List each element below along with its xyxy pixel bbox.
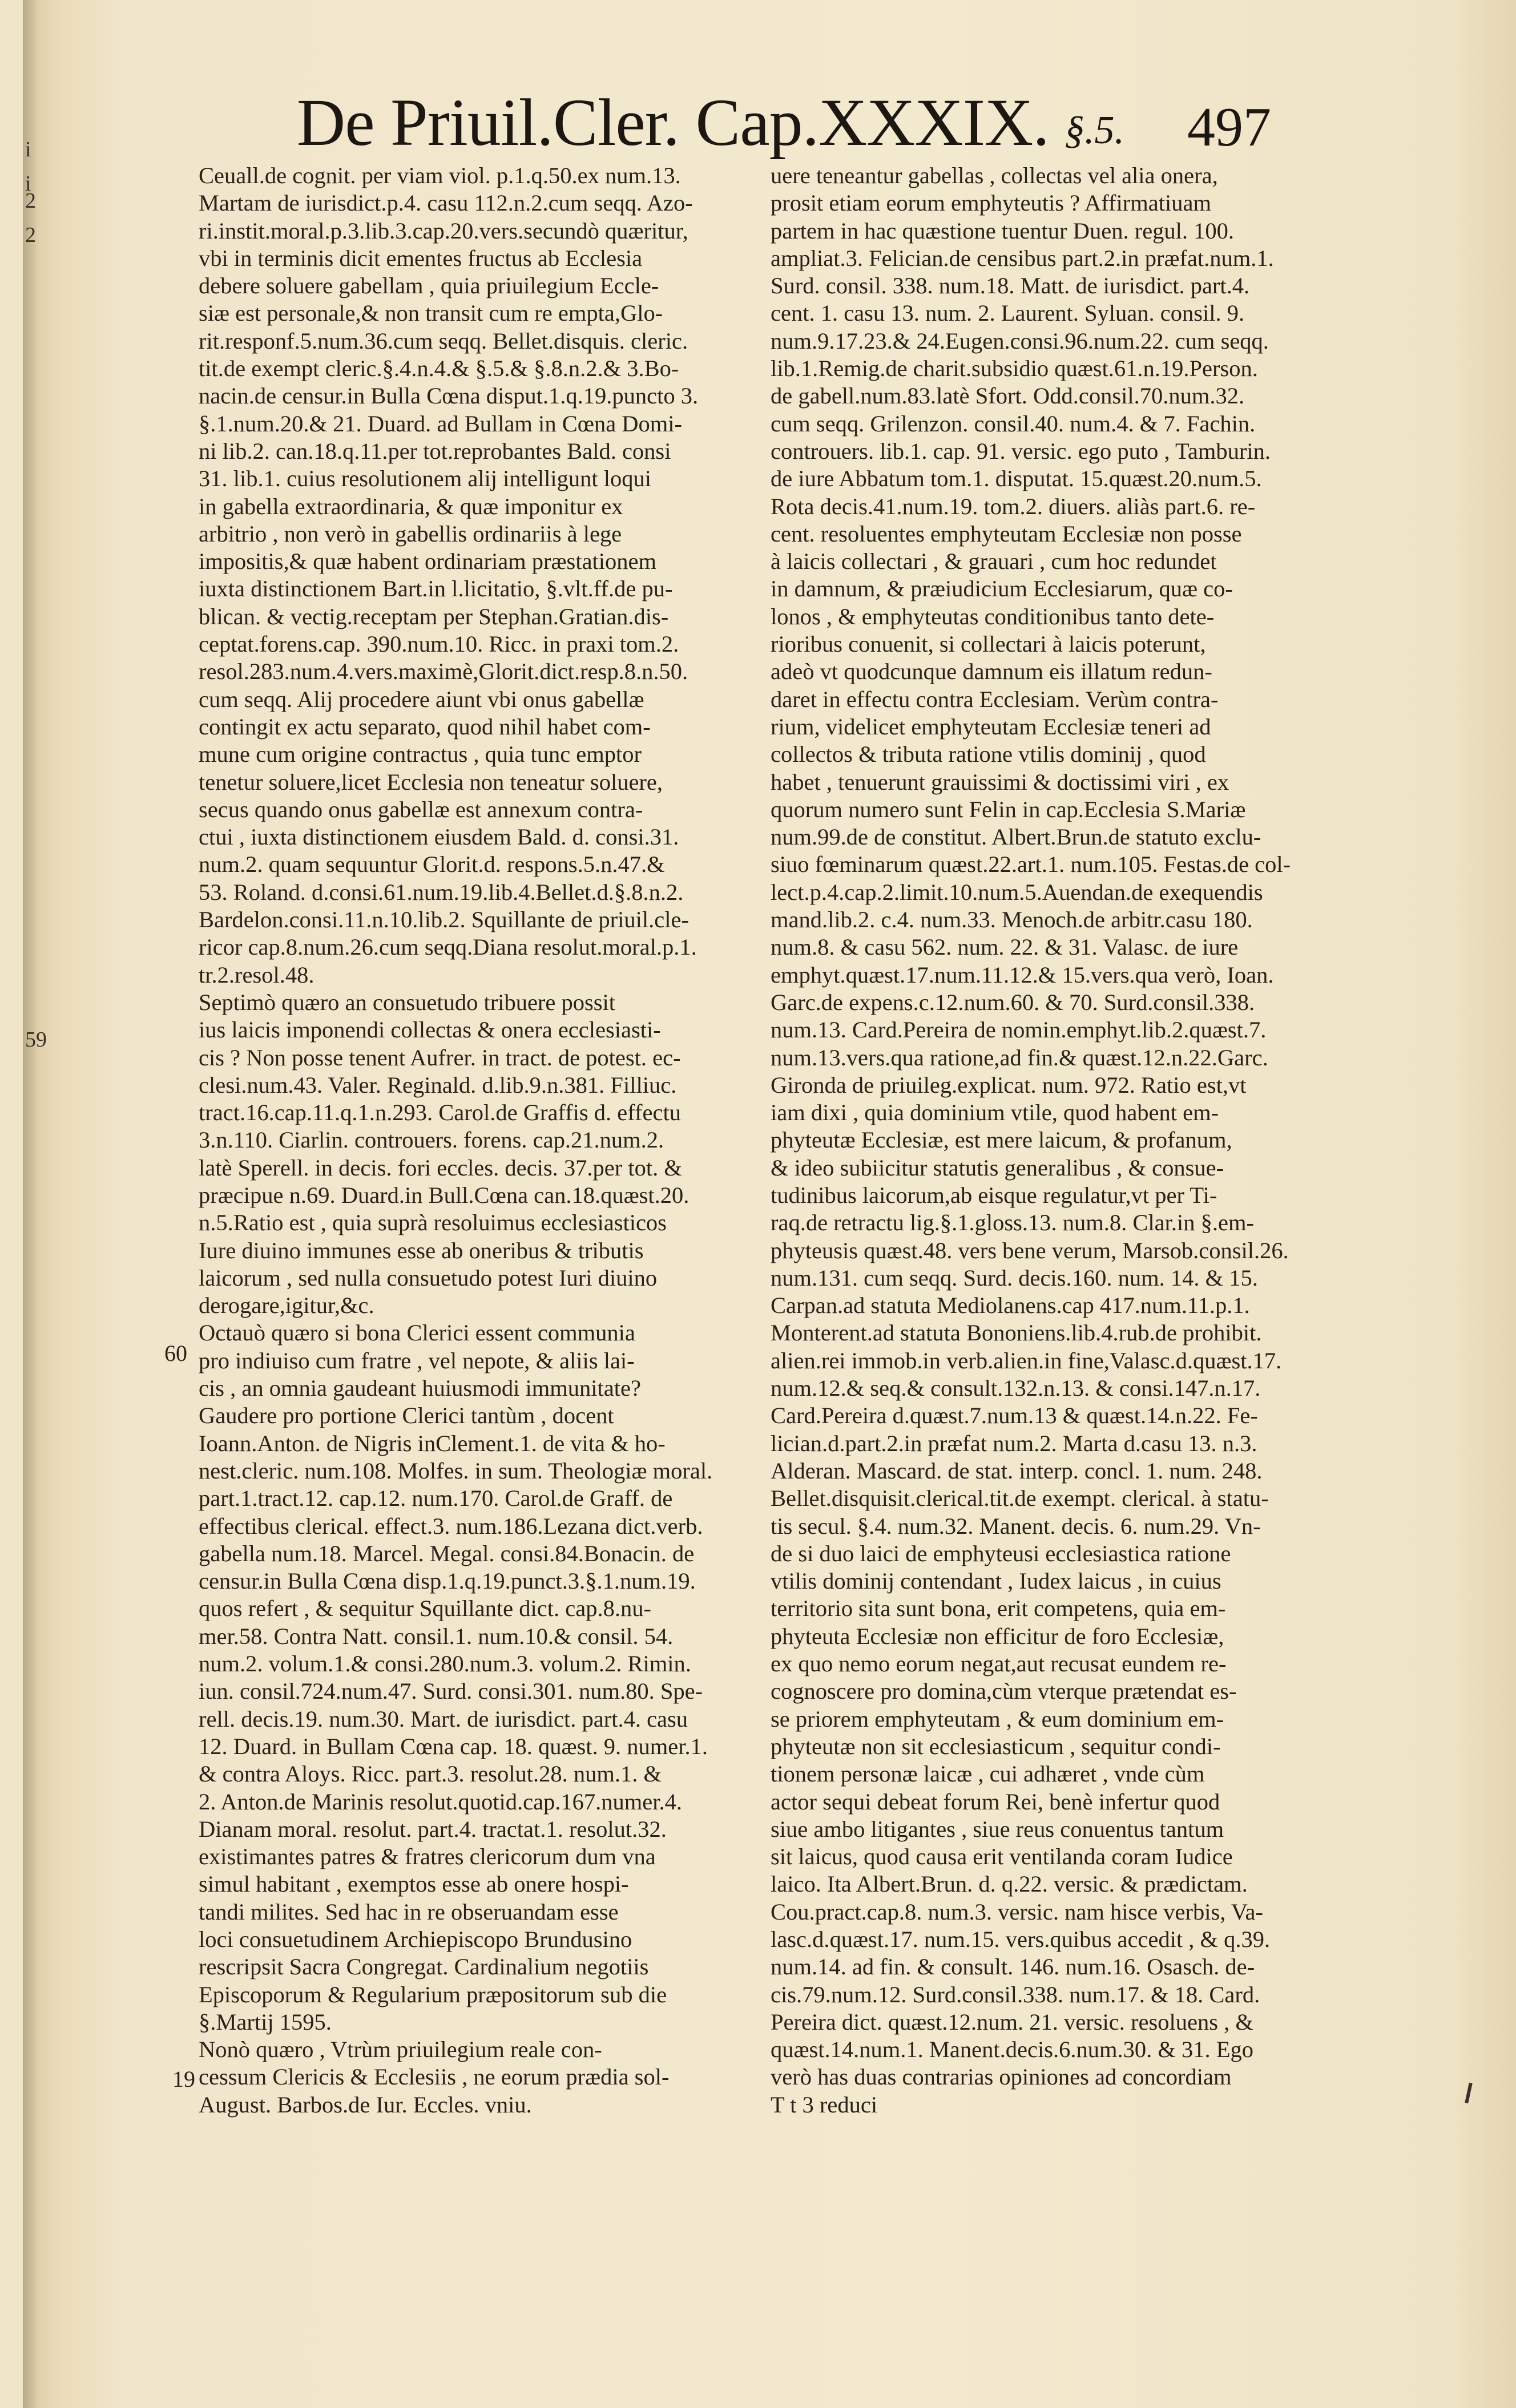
header-section: §.5. [1065,108,1124,152]
text-line: ex quo nemo eorum negat,aut recusat eundem re- [771,1651,1227,1677]
text-line: phyteuta Ecclesiæ non efficitur de foro Ecclesiæ, [771,1623,1224,1649]
text-line: alien.rei immob.in verb.alien.in fine,Valasc.d.quæst.17. [771,1347,1282,1373]
text-line: Gaudere pro portione Clerici tantùm , docent [199,1403,614,1429]
text-line: cum seqq. Grilenzon. consil.40. num.4. & 7. Fachin. [771,410,1256,437]
text-line: iun. consil.724.num.47. Surd. consi.301. num.80. Spe- [199,1678,703,1704]
text-line: debere soluere gabellam , quia priuilegium Eccle- [199,273,659,299]
text-line: gabella num.18. Marcel. Megal. consi.84.Bonacin. de [199,1540,695,1566]
text-line: actor sequi debeat forum Rei, benè infertur quod [771,1788,1220,1815]
header-title: De Priuil.Cler. Cap.XXXIX. [297,85,1049,160]
text-line: sit laicus, quod causa erit ventilanda coram Iudice [771,1844,1233,1870]
text-line: nacin.de censur.in Bulla Cœna disput.1.q.19.puncto 3. [199,383,699,409]
text-line: Bardelon.consi.11.n.10.lib.2. Squillante de priuil.cle- [199,907,689,933]
text-line: tit.de exempt cleric.§.4.n.4.& §.5.& §.8.n.2.& 3.Bo- [199,355,679,382]
text-line: vbi in terminis dicit ementes fructus ab Ecclesia [199,245,643,271]
text-line: Gironda de priuileg.explicat. num. 972. Ratio est,vt [771,1072,1247,1098]
text-line: in gabella extraordinaria, & quæ imponitur ex [199,493,623,519]
text-line: Card.Pereira d.quæst.7.num.13 & quæst.14.n.22. Fe- [771,1403,1258,1429]
text-line: rium, videlicet emphyteutam Ecclesiæ teneri ad [771,713,1211,740]
text-line: cent. resoluentes emphyteutam Ecclesiæ non posse [771,520,1242,547]
text-column-right [771,162,1352,2262]
text-line: partem in hac quæstione tuentur Duen. regul. 100. [771,217,1235,244]
margin-mark: i [25,172,31,196]
text-line: in damnum, & præiudicium Ecclesiarum, quæ co- [771,576,1233,602]
text-line: daret in effectu contra Ecclesiam. Verùm contra- [771,686,1219,712]
text-line: effectibus clerical. effect.3. num.186.Lezana dict.verb. [199,1513,703,1539]
text-line: loci consuetudinem Archiepiscopo Brundusino [199,1926,632,1952]
text-line: ricor cap.8.num.26.cum seqq.Diana resolut.moral.p.1. [199,934,697,960]
text-line: tionem personæ laicæ , cui adhæret , vnde cùm [771,1761,1205,1787]
text-line: præcipue n.69. Duard.in Bull.Cœna can.18.quæst.20. [199,1182,690,1208]
text-line: num.14. ad fin. & consult. 146. num.16. Osasch. de- [771,1954,1255,1980]
text-line: ceptat.forens.cap. 390.num.10. Ricc. in praxi tom.2. [199,631,679,657]
margin-mark: 59 [25,1028,47,1052]
text-line: se priorem emphyteutam , & eum dominium em- [771,1706,1224,1732]
text-line: cessum Clericis & Ecclesiis , ne eorum prædia sol- [199,2064,670,2090]
text-line: territorio sita sunt bona, erit competens, quia em- [771,1595,1226,1622]
text-line: impositis,& quæ habent ordinariam præstationem [199,548,657,575]
text-line: num.9.17.23.& 24.Eugen.consi.96.num.22. cum seqq. [771,328,1269,354]
text-line: phyteusis quæst.48. vers bene verum, Marsob.consil.26. [771,1237,1289,1263]
text-line: de iure Abbatum tom.1. disputat. 15.quæst.20.num.5. [771,466,1262,492]
text-line: Surd. consil. 338. num.18. Matt. de iurisdict. part.4. [771,273,1250,299]
text-line: cis.79.num.12. Surd.consil.338. num.17. & 18. Card. [771,1981,1260,2007]
text-line: prosit etiam eorum emphyteutis ? Affirmatiuam [771,190,1211,216]
text-line: lib.1.Remig.de charit.subsidio quæst.61.n.19.Person. [771,355,1258,382]
text-line: ampliat.3. Felician.de censibus part.2.in præfat.num.1. [771,245,1274,271]
text-line: latè Sperell. in decis. fori eccles. decis. 37.per tot. & [199,1154,682,1181]
text-line: ctui , iuxta distinctionem eiusdem Bald. d. consi.31. [199,824,679,850]
text-line: ius laicis imponendi collectas & onera ecclesiasti- [199,1017,661,1043]
margin-mark: 2 [25,223,36,247]
text-line: emphyt.quæst.17.num.11.12.& 15.vers.qua verò, Ioan. [771,961,1274,988]
text-line: verò has duas contrarias opiniones ad concordiam [771,2064,1232,2090]
text-line: 2. Anton.de Marinis resolut.quotid.cap.167.numer.4. [199,1788,683,1815]
text-line: quæst.14.num.1. Manent.decis.6.num.30. & 31. Ego [771,2037,1253,2063]
text-line: secus quando onus gabellæ est annexum contra- [199,796,643,822]
text-line: rell. decis.19. num.30. Mart. de iurisdict. part.4. casu [199,1706,688,1732]
text-line: clesi.num.43. Valer. Reginald. d.lib.9.n.381. Filliuc. [199,1072,677,1098]
text-line: mer.58. Contra Natt. consil.1. num.10.& consil. 54. [199,1623,674,1649]
text-line: contingit ex actu separato, quod nihil habet com- [199,713,651,740]
text-line: rioribus conuenit, si collectari à laicis poterunt, [771,631,1206,657]
text-line: 53. Roland. d.consi.61.num.19.lib.4.Bellet.d.§.8.n.2. [199,879,684,905]
text-column-left [199,162,764,2262]
text-line: lician.d.part.2.in præfat num.2. Marta d.casu 13. n.3. [771,1430,1257,1456]
text-line: lect.p.4.cap.2.limit.10.num.5.Auendan.de exequendis [771,879,1263,905]
text-line: Cou.pract.cap.8. num.3. versic. nam hisce verbis, Va- [771,1898,1264,1925]
text-line: derogare,igitur,&c. [199,1292,374,1319]
text-line: habet , tenuerunt grauissimi & doctissimi viri , ex [771,769,1229,795]
text-line: Septimò quæro an consuetudo tribuere possit [199,989,616,1015]
text-line: à laicis collectari , & grauari , cum hoc redundet [771,548,1217,575]
text-line: n.5.Ratio est , quia suprà resoluimus ecclesiasticos [199,1210,667,1236]
text-line: August. Barbos.de Iur. Eccles. vniu. [199,2091,532,2118]
text-line: num.2. volum.1.& consi.280.num.3. volum.2. Rimin. [199,1651,691,1677]
text-line: de gabell.num.83.latè Sfort. Odd.consil.70.num.32. [771,383,1245,409]
text-line: pro indiuiso cum fratre , vel nepote, & aliis lai- [199,1347,635,1373]
text-line: vtilis dominij contendant , Iudex laicus , in cuius [771,1568,1221,1594]
text-line: Ceuall.de cognit. per viam viol. p.1.q.50.ex num.13. [199,163,681,188]
text-line: simul habitant , exemptos esse ab onere hospi- [199,1871,629,1897]
text-line: phyteutæ Ecclesiæ, est mere laicum, & profanum, [771,1127,1232,1153]
text-line: lasc.d.quæst.17. num.15. vers.quibus accedit , & q.39. [771,1926,1271,1952]
text-line: existimantes patres & fratres clericorum dum vna [199,1844,656,1870]
text-line: rescripsit Sacra Congregat. Cardinalium negotiis [199,1954,649,1980]
text-line: iam dixi , quia dominium vtile, quod habent em- [771,1100,1219,1126]
text-line: de si duo laici de emphyteusi ecclesiastica ratione [771,1540,1231,1566]
book-page [23,0,1516,2408]
text-line: num.12.& seq.& consult.132.n.13. & consi.147.n.17. [771,1375,1261,1401]
text-line: & contra Aloys. Ricc. part.3. resolut.28. num.1. & [199,1761,662,1787]
text-line: num.8. & casu 562. num. 22. & 31. Valasc. de iure [771,934,1239,960]
text-line: Rota decis.41.num.19. tom.2. diuers. aliàs part.6. re- [771,493,1256,519]
text-line: Carpan.ad statuta Mediolanens.cap 417.num.11.p.1. [771,1292,1250,1319]
text-line: 12. Duard. in Bullam Cœna cap. 18. quæst. 9. numer.1. [199,1733,708,1759]
text-line: rit.responf.5.num.36.cum seqq. Bellet.disquis. cleric. [199,328,688,354]
text-line: 31. lib.1. cuius resolutionem alij intelligunt loqui [199,466,652,492]
text-line: cent. 1. casu 13. num. 2. Laurent. Syluan. consil. 9. [771,300,1245,326]
text-line: resol.283.num.4.vers.maximè,Glorit.dict.resp.8.n.50. [199,658,688,685]
text-line: quos refert , & sequitur Squillante dict. cap.8.nu- [199,1595,651,1622]
text-line: phyteutæ non sit ecclesiasticum , sequitur condi- [771,1733,1221,1759]
text-line: cis ? Non posse tenent Aufrer. in tract. de potest. ec- [199,1044,681,1070]
margin-mark: i [25,138,31,161]
text-line: cis , an omnia gaudeant huiusmodi immunitate? [199,1375,641,1401]
text-line: tudinibus laicorum,ab eisque regulatur,vt per Ti- [771,1182,1217,1208]
text-line: num.13.vers.qua ratione,ad fin.& quæst.12.n.22.Garc. [771,1044,1268,1070]
edge-mark [1465,2083,1472,2103]
text-line: ri.instit.moral.p.3.lib.3.cap.20.vers.secundò quæritur, [199,217,688,244]
text-line: Octauò quæro si bona Clerici essent communia [199,1320,635,1346]
text-line: laicorum , sed nulla consuetudo potest Iuri diuino [199,1264,658,1291]
text-line: ni lib.2. can.18.q.11.per tot.reprobantes Bald. consi [199,438,671,464]
text-line: Episcoporum & Regularium præpositorum sub die [199,1981,667,2007]
text-line: num.2. quam sequuntur Glorit.d. respons.5.n.47.& [199,851,665,878]
text-line: collectos & tributa ratione vtilis dominij , quod [771,741,1206,767]
text-line: censur.in Bulla Cœna disp.1.q.19.punct.3.§.1.num.19. [199,1568,696,1594]
text-line: nest.cleric. num.108. Molfes. in sum. Theologiæ moral. [199,1457,713,1484]
text-line: Bellet.disquisit.clerical.tit.de exempt. clerical. à statu- [771,1485,1269,1512]
text-line: §.Martij 1595. [199,2009,332,2035]
page-gutter [23,0,37,2408]
text-line: mune cum origine contractus , quia tunc emptor [199,741,642,767]
text-line: blican. & vectig.receptam per Stephan.Gratian.dis- [199,603,669,629]
text-line: quorum numero sunt Felin in cap.Ecclesia S.Mariæ [771,796,1246,822]
running-header [297,80,1324,165]
text-line: num.131. cum seqq. Surd. decis.160. num. 14. & 15. [771,1264,1258,1291]
text-line: Garc.de expens.c.12.num.60. & 70. Surd.consil.338. [771,989,1255,1015]
page-number: 497 [1187,96,1271,158]
text-line: §.1.num.20.& 21. Duard. ad Bullam in Cœna Domi- [199,410,683,437]
text-line: & ideo subiicitur statutis generalibus , & consue- [771,1154,1224,1181]
paragraph-number: 60 [164,1340,187,1366]
text-line: cognoscere pro domina,cùm vterque prætendat es- [771,1678,1237,1704]
text-line: tr.2.resol.48. [199,961,315,988]
text-line: arbitrio , non verò in gabellis ordinariis à lege [199,520,622,547]
text-line: part.1.tract.12. cap.12. num.170. Carol.de Graff. de [199,1485,673,1512]
text-line: num.13. Card.Pereira de nomin.emphyt.lib.2.quæst.7. [771,1017,1267,1043]
text-line: siuo fœminarum quæst.22.art.1. num.105. Festas.de col- [771,851,1291,878]
text-line: 3.n.110. Ciarlin. controuers. forens. cap.21.num.2. [199,1127,664,1153]
text-line: controuers. lib.1. cap. 91. versic. ego puto , Tamburin. [771,438,1271,464]
text-line: siue ambo litigantes , siue reus conuentus tantum [771,1816,1224,1842]
text-line: tis secul. §.4. num.32. Manent. decis. 6. num.29. Vn- [771,1513,1261,1539]
text-line: tract.16.cap.11.q.1.n.293. Carol.de Graffis d. effectu [199,1100,681,1126]
text-line: Monterent.ad statuta Bononiens.lib.4.rub.de prohibit. [771,1320,1262,1346]
text-line: laico. Ita Albert.Brun. d. q.22. versic. & prædictam. [771,1871,1248,1897]
paragraph-number: 19 [172,2066,195,2092]
text-line: Pereira dict. quæst.12.num. 21. versic. resoluens , & [771,2009,1253,2035]
text-line: cum seqq. Alij procedere aiunt vbi onus gabellæ [199,686,644,712]
text-line: Alderan. Mascard. de stat. interp. concl. 1. num. 248. [771,1457,1263,1484]
text-line: siæ est personale,& non transit cum re empta,Glo- [199,300,663,326]
text-line: Iure diuino immunes esse ab oneribus & tributis [199,1237,644,1263]
text-line: tandi milites. Sed hac in re obseruandam esse [199,1898,619,1925]
text-line: Nonò quæro , Vtrùm priuilegium reale con- [199,2037,602,2063]
text-line: T t 3 reduci [771,2091,878,2118]
text-line: iuxta distinctionem Bart.in l.licitatio, §.vlt.ff.de pu- [199,576,673,602]
text-line: tenetur soluere,licet Ecclesia non teneatur soluere, [199,769,663,795]
text-line: raq.de retractu lig.§.1.gloss.13. num.8. Clar.in §.em- [771,1210,1254,1236]
text-line: Ioann.Anton. de Nigris inClement.1. de vita & ho- [199,1430,666,1456]
text-line: Martam de iurisdict.p.4. casu 112.n.2.cum seqq. Azo- [199,190,693,216]
text-line: uere teneantur gabellas , collectas vel alia onera, [771,163,1218,188]
text-line: Dianam moral. resolut. part.4. tractat.1. resolut.32. [199,1816,667,1842]
text-line: lonos , & emphyteutas conditionibus tanto dete- [771,603,1215,629]
text-line: adeò vt quodcunque damnum eis illatum redun- [771,658,1212,685]
text-line: mand.lib.2. c.4. num.33. Menoch.de arbitr.casu 180. [771,907,1253,933]
text-line: num.99.de de constitut. Albert.Brun.de statuto exclu- [771,824,1261,850]
margin-mark: 2 [25,189,36,213]
